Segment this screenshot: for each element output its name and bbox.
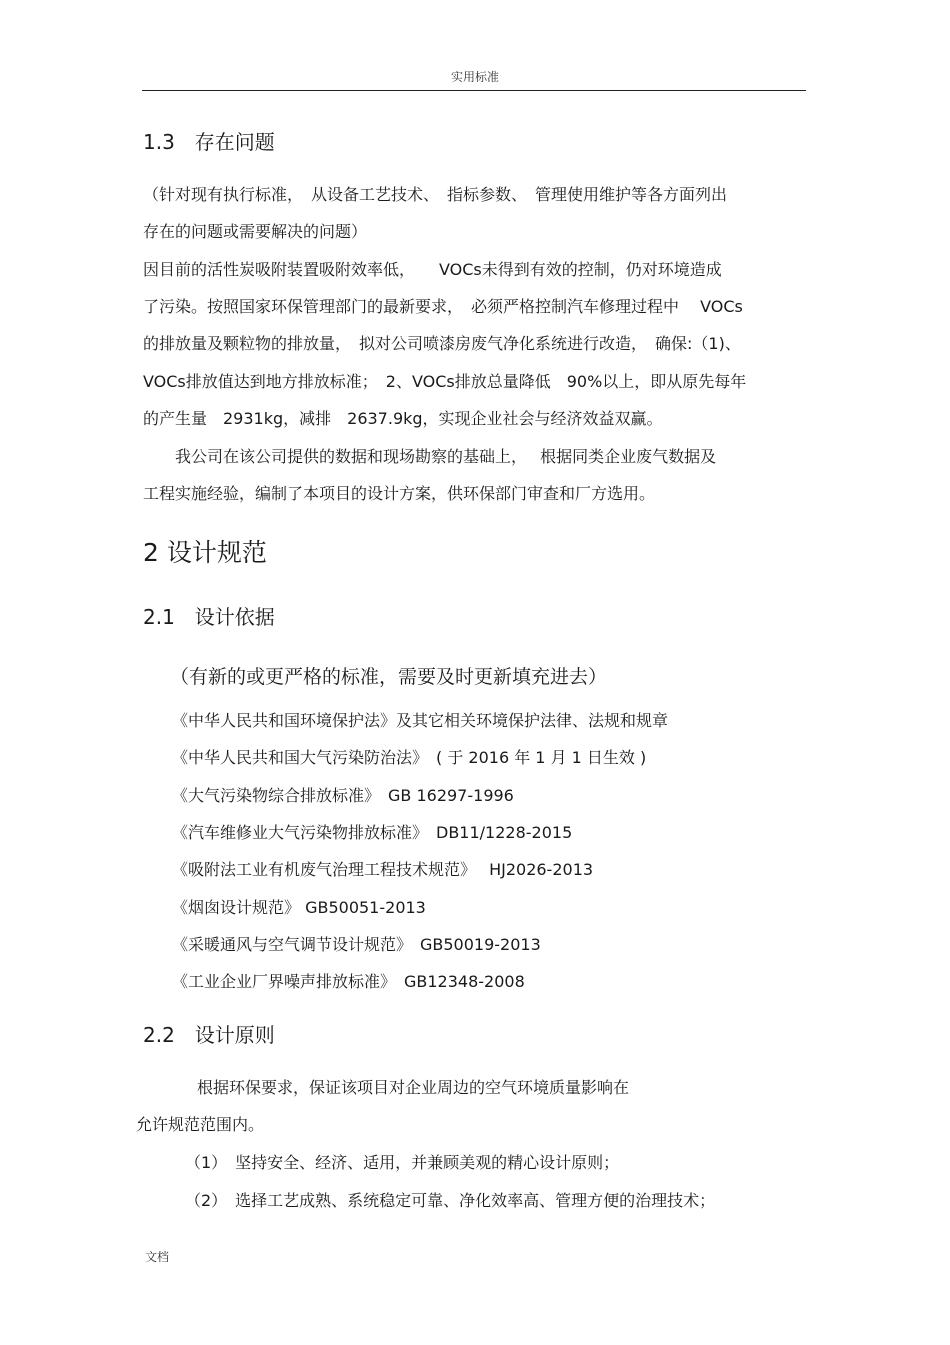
standard-item: 《烟囱设计规范》 GB50051-2013	[172, 898, 426, 917]
paragraph-line: 存在的问题或需要解决的问题）	[143, 222, 368, 241]
section-2-2-heading: 2.2 设计原则	[143, 1023, 275, 1047]
paragraph-line: 了污染。按照国家环保管理部门的最新要求， 必须严格控制汽车修理过程中 VOCs	[143, 297, 743, 316]
page-header: 实用标准	[450, 70, 499, 84]
section-1-3-heading: 1.3 存在问题	[143, 130, 275, 154]
page-footer: 文档	[145, 1250, 170, 1264]
paragraph-line: 的产生量 2931kg，减排 2637.9kg，实现企业社会与经济效益双赢。	[143, 409, 663, 428]
standard-item: 《汽车维修业大气污染物排放标准》 DB11/1228-2015	[172, 823, 573, 842]
header-rule	[142, 90, 806, 91]
section-2-heading: 2 设计规范	[143, 538, 267, 567]
standard-item: 《中华人民共和国大气污染防治法》 ( 于 2016 年 1 月 1 日生效 )	[172, 748, 647, 767]
paragraph-line: （针对现有执行标准， 从设备工艺技术、 指标参数、 管理使用维护等各方面列出	[143, 185, 728, 204]
paragraph-line: VOCs排放值达到地方排放标准； 2、VOCs排放总量降低 90%以上，即从原先每年	[143, 372, 747, 391]
paragraph-line: 工程实施经验，编制了本项目的设计方案，供环保部门审查和厂方选用。	[143, 484, 656, 503]
standard-item: 《中华人民共和国环境保护法》及其它相关环境保护法律、法规和规章	[172, 711, 669, 730]
standard-item: 《工业企业厂界噪声排放标准》 GB12348-2008	[172, 972, 525, 991]
standard-item: 《吸附法工业有机废气治理工程技术规范》 HJ2026-2013	[172, 860, 594, 879]
paragraph-line: 因目前的活性炭吸附装置吸附效率低， VOCs未得到有效的控制，仍对环境造成	[143, 260, 722, 279]
standard-item: 《采暖通风与空气调节设计规范》 GB50019-2013	[172, 935, 541, 954]
paragraph-line: 我公司在该公司提供的数据和现场勘察的基础上， 根据同类企业废气数据及	[143, 447, 717, 466]
paragraph-line: 允许规范范围内。	[136, 1115, 265, 1134]
paragraph-line: 根据环保要求，保证该项目对企业周边的空气环境质量影响在	[165, 1078, 630, 1097]
section-2-1-heading: 2.1 设计依据	[143, 605, 275, 629]
section-2-1-note: （有新的或更严格的标准，需要及时更新填充进去）	[170, 666, 608, 688]
paragraph-line: 的排放量及颗粒物的排放量， 拟对公司喷漆房废气净化系统进行改造， 确保:（1)、	[143, 334, 741, 353]
principle-item: （1） 坚持安全、经济、适用，并兼顾美观的精心设计原则；	[185, 1153, 620, 1172]
principle-item: （2） 选择工艺成熟、系统稳定可靠、净化效率高、管理方便的治理技术；	[185, 1191, 716, 1210]
standard-item: 《大气污染物综合排放标准》 GB 16297-1996	[172, 786, 514, 805]
